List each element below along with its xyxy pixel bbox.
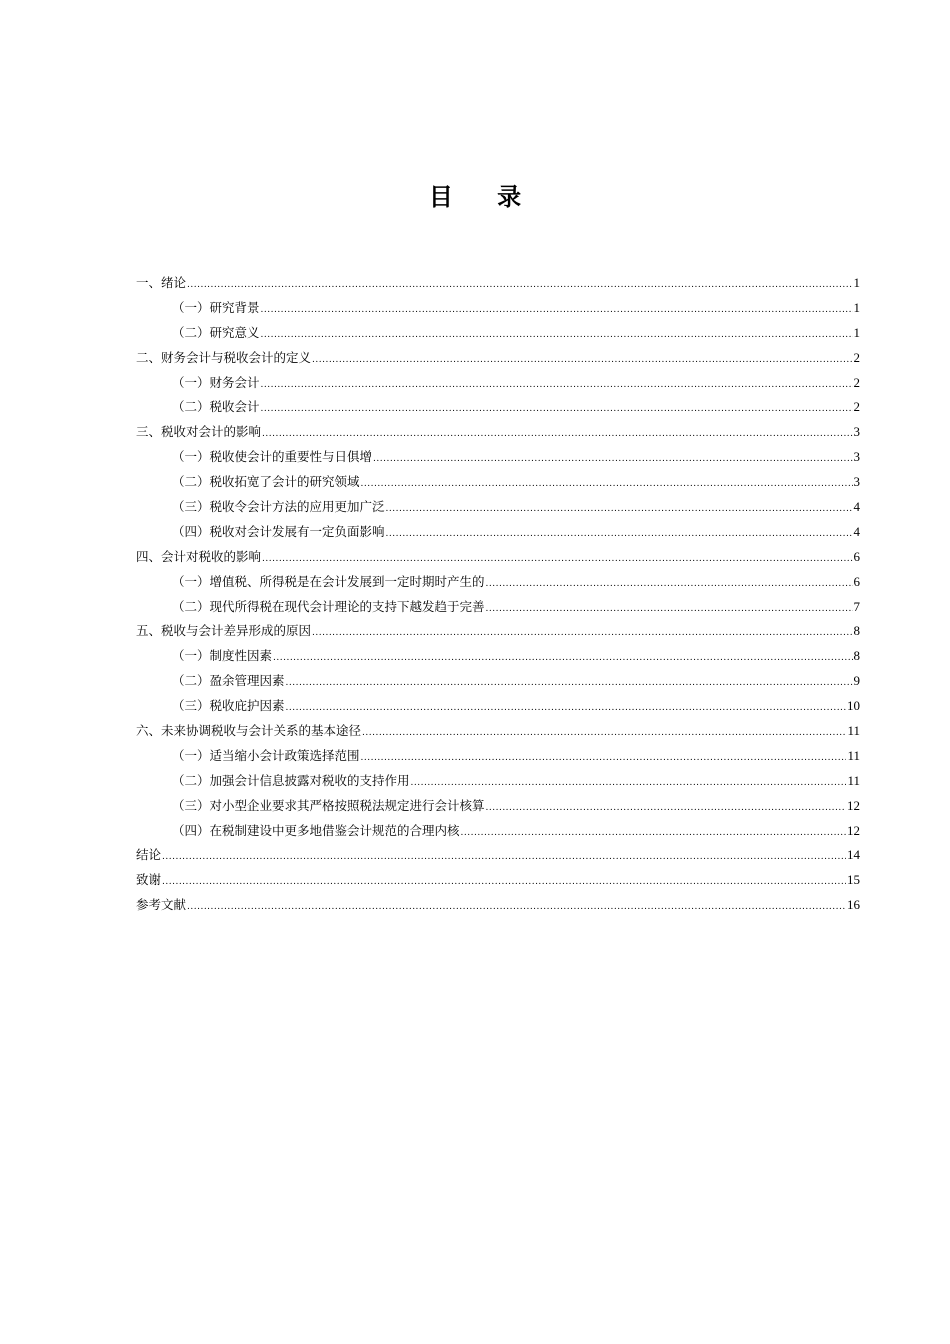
toc-dot-leader bbox=[486, 798, 846, 818]
toc-page-number: 3 bbox=[853, 474, 860, 490]
toc-dot-leader bbox=[262, 549, 852, 569]
toc-entry-title: （三）税收庇护因素 bbox=[172, 698, 285, 714]
toc-dot-leader bbox=[461, 823, 846, 843]
toc-entry-title: 结论 bbox=[136, 847, 162, 863]
toc-page-number: 12 bbox=[847, 822, 860, 838]
toc-dot-leader bbox=[386, 524, 853, 544]
toc-dot-leader bbox=[386, 499, 853, 519]
toc-page-number: 15 bbox=[847, 872, 860, 888]
toc-page-number: 10 bbox=[847, 698, 860, 714]
toc-dot-leader bbox=[286, 673, 853, 693]
toc-page-number: 6 bbox=[853, 573, 860, 589]
toc-entry[interactable] bbox=[136, 621, 860, 646]
toc-entry-title: 三、税收对会计的影响 bbox=[136, 424, 262, 440]
toc-page-number: 2 bbox=[853, 374, 860, 390]
toc-entry-title: （二）税收会计 bbox=[172, 399, 260, 415]
toc-page-number: 9 bbox=[853, 673, 860, 689]
toc-dot-leader bbox=[373, 449, 852, 469]
toc-dot-leader bbox=[286, 698, 846, 718]
toc-entry-title: 致谢 bbox=[136, 872, 162, 888]
toc-entry[interactable] bbox=[136, 397, 860, 422]
toc-dot-leader bbox=[261, 300, 853, 320]
toc-page-number: 2 bbox=[853, 399, 860, 415]
toc-page-number: 1 bbox=[853, 299, 860, 315]
page-title: 目 录 bbox=[428, 183, 540, 211]
toc-page-number: 11 bbox=[847, 772, 860, 788]
toc-page-number: 3 bbox=[853, 424, 860, 440]
toc-page-number: 7 bbox=[853, 598, 860, 614]
toc-page-number: 1 bbox=[853, 275, 860, 290]
toc-dot-leader bbox=[411, 773, 847, 793]
toc-entry[interactable] bbox=[136, 671, 860, 696]
toc-entry[interactable] bbox=[136, 845, 860, 870]
toc-entry[interactable] bbox=[136, 323, 860, 348]
toc-entry-title: 参考文献 bbox=[136, 897, 187, 913]
toc-dot-leader bbox=[486, 599, 853, 619]
toc-page-number: 6 bbox=[853, 548, 860, 564]
toc-page-number: 1 bbox=[853, 324, 860, 340]
toc-entry[interactable] bbox=[136, 472, 860, 497]
toc-entry-title: （四）税收对会计发展有一定负面影响 bbox=[172, 523, 385, 539]
toc-dot-leader bbox=[362, 723, 846, 743]
toc-entry-title: 五、税收与会计差异形成的原因 bbox=[136, 623, 312, 639]
toc-dot-leader bbox=[486, 574, 853, 594]
toc-entry[interactable] bbox=[136, 870, 860, 895]
toc-dot-leader bbox=[312, 623, 852, 643]
toc-entry-title: 一、绪论 bbox=[136, 275, 187, 290]
toc-page-number: 12 bbox=[847, 797, 860, 813]
toc-entry[interactable] bbox=[136, 422, 860, 447]
toc-entry-title: （一）税收使会计的重要性与日俱增 bbox=[172, 449, 373, 465]
toc-entry-title: 四、会计对税收的影响 bbox=[136, 548, 262, 564]
toc-entry[interactable] bbox=[136, 597, 860, 622]
toc-entry[interactable] bbox=[136, 771, 860, 796]
toc-entry[interactable] bbox=[136, 646, 860, 671]
toc-entry-title: 六、未来协调税收与会计关系的基本途径 bbox=[136, 723, 362, 739]
toc-page-number: 11 bbox=[847, 747, 860, 763]
toc-entry-title: （四）在税制建设中更多地借鉴会计规范的合理内核 bbox=[172, 822, 460, 838]
toc-dot-leader bbox=[361, 474, 853, 494]
toc-entry-title: （二）税收拓宽了会计的研究领域 bbox=[172, 474, 360, 490]
toc-entry-title: （一）财务会计 bbox=[172, 374, 260, 390]
toc-entry-title: （一）研究背景 bbox=[172, 299, 260, 315]
toc-entry[interactable] bbox=[136, 348, 860, 373]
toc-entry[interactable] bbox=[136, 821, 860, 846]
toc-dot-leader bbox=[361, 748, 847, 768]
toc-dot-leader bbox=[162, 872, 846, 892]
toc-page-number: 4 bbox=[853, 523, 860, 539]
toc-entry[interactable] bbox=[136, 373, 860, 398]
toc-page-number: 8 bbox=[853, 623, 860, 639]
toc-dot-leader bbox=[187, 897, 846, 917]
toc-entry[interactable] bbox=[136, 721, 860, 746]
toc-entry-title: （二）现代所得税在现代会计理论的支持下越发趋于完善 bbox=[172, 598, 485, 614]
toc-entry[interactable] bbox=[136, 746, 860, 771]
toc-entry[interactable] bbox=[136, 447, 860, 472]
toc-entry-title: （三）对小型企业要求其严格按照税法规定进行会计核算 bbox=[172, 797, 485, 813]
toc-entry-title: （一）制度性因素 bbox=[172, 648, 273, 664]
toc-dot-leader bbox=[312, 350, 852, 370]
toc-entry-title: （三）税收令会计方法的应用更加广泛 bbox=[172, 499, 385, 515]
toc-page-number: 2 bbox=[853, 349, 860, 365]
toc-page-number: 3 bbox=[853, 449, 860, 465]
toc-entry[interactable] bbox=[136, 696, 860, 721]
toc-dot-leader bbox=[273, 648, 852, 668]
toc-entry[interactable] bbox=[136, 796, 860, 821]
toc-dot-leader bbox=[261, 325, 853, 345]
toc-dot-leader bbox=[261, 375, 853, 395]
toc-entry-title: （一）增值税、所得税是在会计发展到一定时期时产生的 bbox=[172, 573, 485, 589]
toc-entry-title: 二、财务会计与税收会计的定义 bbox=[136, 349, 312, 365]
toc-page-number: 14 bbox=[847, 847, 860, 863]
toc-page-number: 8 bbox=[853, 648, 860, 664]
toc-entry[interactable] bbox=[136, 572, 860, 597]
table-of-contents bbox=[136, 273, 860, 920]
toc-dot-leader bbox=[261, 399, 853, 419]
toc-dot-leader bbox=[187, 275, 852, 295]
toc-page-number: 11 bbox=[847, 723, 860, 739]
toc-entry[interactable] bbox=[136, 298, 860, 323]
toc-dot-leader bbox=[262, 424, 852, 444]
toc-entry-title: （二）研究意义 bbox=[172, 324, 260, 340]
toc-entry-title: （一）适当缩小会计政策选择范围 bbox=[172, 747, 360, 763]
toc-entry[interactable] bbox=[136, 522, 860, 547]
toc-page-number: 4 bbox=[853, 499, 860, 515]
toc-entry[interactable] bbox=[136, 273, 860, 298]
toc-entry-title: （二）盈余管理因素 bbox=[172, 673, 285, 689]
toc-dot-leader bbox=[162, 847, 846, 867]
toc-entry[interactable] bbox=[136, 895, 860, 920]
toc-entry[interactable] bbox=[136, 497, 860, 522]
toc-page-number: 16 bbox=[847, 897, 860, 913]
toc-entry[interactable] bbox=[136, 547, 860, 572]
toc-entry-title: （二）加强会计信息披露对税收的支持作用 bbox=[172, 772, 410, 788]
